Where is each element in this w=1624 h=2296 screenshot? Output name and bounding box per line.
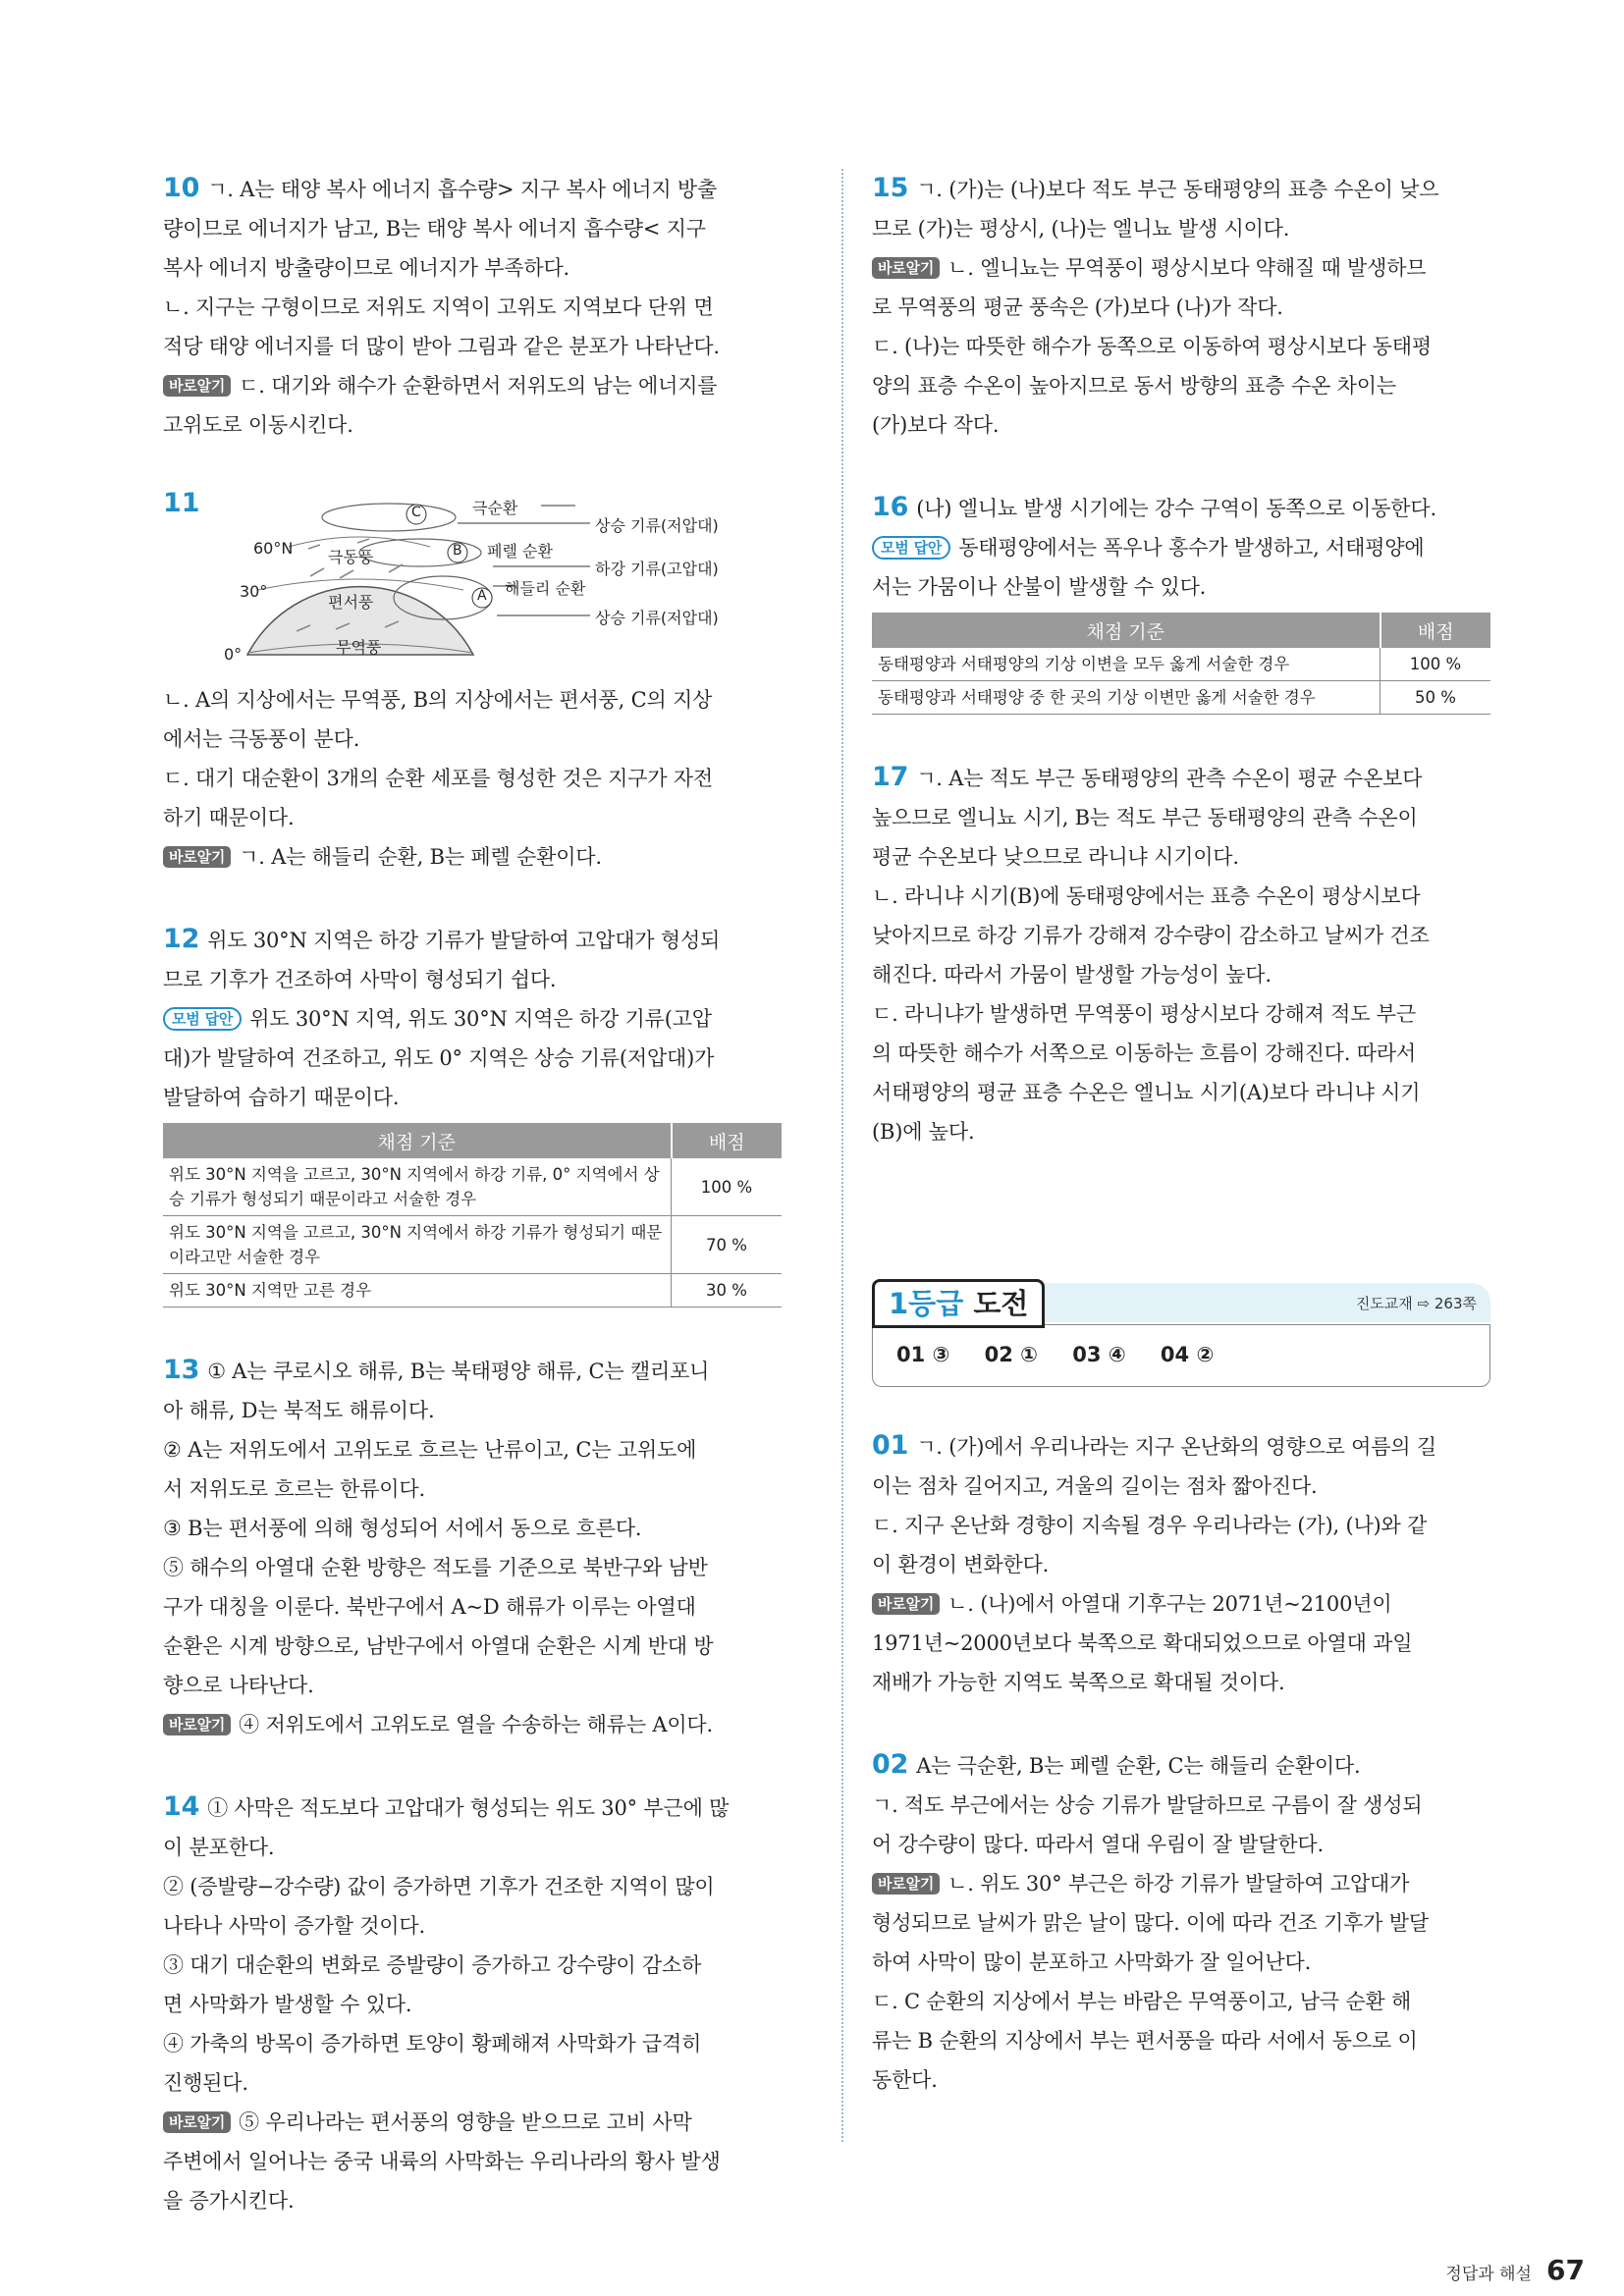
question-number: 01	[872, 1430, 909, 1461]
table-row	[163, 1274, 782, 1308]
answer-line: 대)가 발달하여 건조하고, 위도 0° 지역은 상승 기류(저압대)가	[163, 1046, 715, 1070]
answer-line: ㄴ. 라니냐 시기(B)에 동태평양에서는 표층 수온이 평상시보다	[872, 884, 1421, 908]
right-column	[872, 169, 1490, 2143]
answer-line	[163, 1351, 782, 1391]
title-text: 도전	[973, 1287, 1029, 1320]
answer-line: ㄴ. 지구는 구형이므로 저위도 지역이 고위도 지역보다 단위 면	[163, 295, 714, 319]
answer-14	[163, 1788, 782, 2220]
answer-10	[163, 169, 782, 445]
answer-line: ③ B는 편서풍에 의해 형성되어 서에서 동으로 흐른다.	[163, 1517, 642, 1540]
answer-line: 형성되므로 날씨가 맑은 날이 많다. 이에 따라 건조 기후가 발달	[872, 1911, 1429, 1935]
page-number: 67	[1546, 2254, 1585, 2286]
answer-line	[163, 2103, 782, 2142]
table-row	[872, 648, 1490, 681]
criteria-cell: 동태평양과 서태평양의 기상 이변을 모두 옳게 서술한 경우	[872, 648, 1380, 681]
baro-algi-tag: 바로알기	[163, 1714, 231, 1735]
answer-13	[163, 1351, 782, 1744]
question-number: 15	[872, 173, 909, 203]
answer-line	[872, 1426, 1490, 1467]
answer-line	[872, 169, 1490, 209]
answer-line	[163, 920, 782, 960]
answer-line: 서 저위도로 흐르는 한류이다.	[163, 1477, 425, 1501]
answer-16	[872, 488, 1490, 715]
westerlies-label: 편서풍	[328, 593, 374, 612]
answer-line: 고위도로 이동시킨다.	[163, 413, 353, 437]
lat-60-label: 60°N	[253, 539, 294, 558]
question-number: 14	[163, 1791, 200, 1822]
answer-line: ㄷ. (나)는 따뜻한 해수가 동쪽으로 이동하여 평상시보다 동태평	[872, 335, 1432, 358]
answer-line: 류는 B 순환의 지상에서 부는 편서풍을 따라 서에서 동으로 이	[872, 2029, 1418, 2053]
column-divider	[841, 169, 843, 2142]
answer-line: 적당 태양 에너지를 더 많이 받아 그림과 같은 분포가 나타난다.	[163, 335, 720, 358]
footer-section-title: 정답과 해설	[1445, 2265, 1532, 2284]
answer-line: 1971년~2000년보다 북쪽으로 확대되었으므로 아열대 과일	[872, 1631, 1413, 1655]
answer-key-row	[872, 1324, 1490, 1387]
answer-text: 위도 30°N 지역은 하강 기류가 발달하여 고압대가 형성되	[207, 929, 721, 952]
baro-algi-tag: 바로알기	[163, 846, 231, 868]
baro-algi-tag: 바로알기	[163, 375, 231, 397]
answer-line: 이는 점차 길어지고, 겨울의 길이는 점차 짧아진다.	[872, 1474, 1318, 1498]
answer-line: 하기 때문이다.	[163, 806, 295, 829]
answer-line: 나타나 사막이 증가할 것이다.	[163, 1914, 425, 1938]
answer-line	[163, 837, 782, 877]
table-header-row	[872, 613, 1490, 648]
answer-line: 량이므로 에너지가 남고, B는 태양 복사 에너지 흡수량< 지구	[163, 217, 706, 240]
question-number: 02	[872, 1749, 909, 1780]
answer-11	[163, 488, 782, 877]
cell-a-label: A	[477, 588, 487, 604]
answer-line: ㄷ. 라니냐가 발생하면 무역풍이 평상시보다 강해져 적도 부근	[872, 1002, 1416, 1026]
answer-line: 이 분포한다.	[163, 1836, 275, 1859]
answer-line	[872, 488, 1490, 528]
answer-line: 아 해류, D는 북적도 해류이다.	[163, 1399, 435, 1422]
rising-0-label: 상승 기류(저압대)	[595, 609, 719, 627]
polar-cell-loop	[322, 504, 456, 531]
question-number: 10	[163, 173, 200, 203]
answer-text: ⑤ 우리나라는 편서풍의 영향을 받으므로 고비 사막	[239, 2110, 692, 2134]
answer-line: 낮아지므로 하강 기류가 강해져 강수량이 감소하고 날씨가 건조	[872, 924, 1430, 947]
cell-b-label: B	[453, 543, 462, 559]
ferrel-cell-label: 페렐 순환	[487, 542, 553, 561]
answer-line: 평균 수온보다 낮으므로 라니냐 시기이다.	[872, 845, 1239, 869]
polar-easterlies-label: 극동풍	[328, 548, 374, 566]
table-row	[163, 1216, 782, 1274]
scoring-table	[872, 613, 1490, 715]
level-challenge-header	[872, 1279, 1490, 1324]
answer-line: 로 무역풍의 평균 풍속은 (가)보다 (나)가 작다.	[872, 295, 1283, 319]
answer-line: 진행된다.	[163, 2071, 248, 2095]
answer-line: 높으므로 엘니뇨 시기, B는 적도 부근 동태평양의 관측 수온이	[872, 806, 1418, 829]
trade-winds-label: 무역풍	[336, 638, 382, 657]
answer-text: ㄱ. A는 해들리 순환, B는 페렐 순환이다.	[239, 845, 602, 869]
answer-line: 하여 사막이 많이 분포하고 사막화가 잘 일어난다.	[872, 1950, 1312, 1974]
hadley-cell-label: 해들리 순환	[505, 579, 586, 598]
answer-line	[163, 169, 782, 209]
atmospheric-circulation-diagram	[163, 488, 782, 674]
answer-line: ㄷ. 지구 온난화 경향이 지속될 경우 우리나라는 (가), (나)와 같	[872, 1514, 1428, 1537]
model-answer-tag: 모범 답안	[163, 1007, 242, 1031]
answer-line: 재배가 가능한 지역도 북쪽으로 확대될 것이다.	[872, 1671, 1285, 1694]
table-header-row	[163, 1123, 782, 1158]
score-cell: 30 %	[672, 1274, 783, 1308]
answer-key-item: 04 ②	[1160, 1343, 1215, 1366]
page-footer	[1445, 2254, 1585, 2286]
answer-line: 동한다.	[872, 2068, 938, 2092]
score-header: 배점	[672, 1123, 783, 1158]
rising-60-label: 상승 기류(저압대)	[595, 516, 719, 535]
answer-line	[163, 1705, 782, 1744]
answer-line: 해진다. 따라서 가뭄이 발생할 가능성이 높다.	[872, 963, 1272, 987]
baro-algi-tag: 바로알기	[163, 2111, 231, 2133]
answer-line: 면 사막화가 발생할 수 있다.	[163, 1993, 412, 2016]
left-column	[163, 169, 782, 2264]
answer-text: ㄱ. A는 적도 부근 동태평양의 관측 수온이 평균 수온보다	[916, 767, 1423, 790]
answer-text: ① 사막은 적도보다 고압대가 형성되는 위도 30° 부근에 많	[207, 1796, 730, 1820]
question-number: 17	[872, 762, 909, 792]
answer-line: 므로 (가)는 평상시, (나)는 엘니뇨 발생 시이다.	[872, 217, 1290, 240]
answer-line: (B)에 높다.	[872, 1120, 975, 1144]
answer-key-item: 03 ④	[1072, 1343, 1126, 1366]
cell-c-label: C	[411, 505, 421, 520]
criteria-header: 채점 기준	[872, 613, 1380, 648]
lat-30-label: 30°	[240, 582, 268, 601]
score-header: 배점	[1380, 613, 1491, 648]
answer-text: ㄱ. (가)에서 우리나라는 지구 온난화의 영향으로 여름의 길	[916, 1435, 1436, 1459]
answer-line: ② A는 저위도에서 고위도로 흐르는 난류이고, C는 고위도에	[163, 1438, 697, 1462]
answer-line	[163, 1788, 782, 1828]
answer-text: 동태평양에서는 폭우나 홍수가 발생하고, 서태평양에	[958, 536, 1425, 560]
answer-text: ㄱ. A는 태양 복사 에너지 흡수량> 지구 복사 에너지 방출	[207, 178, 718, 201]
score-cell: 100 %	[672, 1158, 783, 1216]
answer-line: ⑤ 해수의 아열대 순환 방향은 적도를 기준으로 북반구와 남반	[163, 1556, 708, 1579]
answer-line: 향으로 나타난다.	[163, 1674, 314, 1697]
textbook-reference: 진도교재 ⇨ 263쪽	[1355, 1295, 1477, 1312]
answer-text: ㄴ. 위도 30° 부근은 하강 기류가 발달하여 고압대가	[947, 1872, 1410, 1896]
score-cell: 50 %	[1380, 681, 1491, 715]
score-cell: 100 %	[1380, 648, 1491, 681]
answer-line	[872, 248, 1490, 288]
lat-0-label: 0°	[224, 645, 243, 664]
answer-line	[163, 999, 782, 1039]
sinking-30-label: 하강 기류(고압대)	[595, 560, 719, 578]
answer-text: ㄴ. 엘니뇨는 무역풍이 평상시보다 약해질 때 발생하므	[947, 256, 1427, 280]
answer-key-item: 02 ①	[984, 1343, 1038, 1366]
answer-line: (가)보다 작다.	[872, 413, 1000, 437]
answer-line: 의 따뜻한 해수가 서쪽으로 이동하는 흐름이 강해진다. 따라서	[872, 1041, 1416, 1065]
level-challenge-section	[872, 1279, 1490, 2100]
answer-text: A는 극순환, B는 페렐 순환, C는 해들리 순환이다.	[916, 1754, 1361, 1778]
answer-line: ④ 가축의 방목이 증가하면 토양이 황폐해져 사막화가 급격히	[163, 2032, 702, 2056]
answer-line: ㄷ. 대기 대순환이 3개의 순환 세포를 형성한 것은 지구가 자전	[163, 767, 713, 790]
answer-12	[163, 920, 782, 1308]
criteria-cell: 위도 30°N 지역을 고르고, 30°N 지역에서 하강 기류, 0° 지역에서 상승 기류가 형성되기 때문이라고 서술한 경우	[163, 1158, 672, 1216]
polar-cell-label: 극순환	[472, 499, 518, 517]
answer-text: ① A는 쿠로시오 해류, B는 북태평양 해류, C는 캘리포니	[207, 1360, 710, 1383]
baro-algi-tag: 바로알기	[872, 1593, 940, 1615]
answer-level-01	[872, 1426, 1490, 1702]
answer-text: ④ 저위도에서 고위도로 열을 수송하는 해류는 A이다.	[239, 1713, 713, 1736]
answer-line	[872, 1584, 1490, 1624]
answer-line	[872, 1745, 1490, 1786]
answer-line	[872, 1864, 1490, 1903]
model-answer-tag: 모범 답안	[872, 536, 950, 560]
answer-line: ② (증발량−강수량) 값이 증가하면 기후가 건조한 지역이 많이	[163, 1875, 715, 1898]
answer-line: 에서는 극동풍이 분다.	[163, 727, 360, 751]
answer-line: 구가 대칭을 이룬다. 북반구에서 A~D 해류가 이루는 아열대	[163, 1595, 696, 1619]
answer-line	[872, 528, 1490, 567]
answer-key-item: 01 ③	[896, 1343, 950, 1366]
answer-text: ㄴ. (나)에서 아열대 기후구는 2071년~2100년이	[947, 1592, 1392, 1616]
answer-line: 서태평양의 평균 표층 수온은 엘니뇨 시기(A)보다 라니냐 시기	[872, 1081, 1421, 1104]
answer-line: 므로 기후가 건조하여 사막이 형성되기 쉽다.	[163, 968, 557, 991]
question-number: 13	[163, 1355, 200, 1385]
baro-algi-tag: 바로알기	[872, 257, 940, 279]
question-number: 12	[163, 924, 200, 954]
answer-level-02	[872, 1745, 1490, 2100]
criteria-cell: 위도 30°N 지역을 고르고, 30°N 지역에서 하강 기류가 형성되기 때문이라고만 서술한 경우	[163, 1216, 672, 1274]
baro-algi-tag: 바로알기	[872, 1873, 940, 1895]
answer-text: ㄷ. 대기와 해수가 순환하면서 저위도의 남는 에너지를	[239, 374, 718, 398]
section-title	[872, 1279, 1045, 1328]
answer-line: 서는 가뭄이나 산불이 발생할 수 있다.	[872, 575, 1207, 599]
answer-line: ㄱ. 적도 부근에서는 상승 기류가 발달하므로 구름이 잘 생성되	[872, 1793, 1423, 1817]
answer-line: 을 증가시킨다.	[163, 2189, 295, 2213]
answer-text: ㄱ. (가)는 (나)보다 적도 부근 동태평양의 표층 수온이 낮으	[916, 178, 1439, 201]
answer-line: ③ 대기 대순환의 변화로 증발량이 증가하고 강수량이 감소하	[163, 1953, 702, 1977]
criteria-cell: 위도 30°N 지역만 고른 경우	[163, 1274, 672, 1308]
question-number: 11	[163, 488, 200, 518]
score-cell: 70 %	[672, 1216, 783, 1274]
answer-text: 위도 30°N 지역, 위도 30°N 지역은 하강 기류(고압	[249, 1007, 712, 1031]
answer-17	[872, 758, 1490, 1151]
table-row	[872, 681, 1490, 715]
table-row	[163, 1158, 782, 1216]
criteria-cell: 동태평양과 서태평양 중 한 곳의 기상 이변만 옳게 서술한 경우	[872, 681, 1380, 715]
answer-line: 어 강수량이 많다. 따라서 열대 우림이 잘 발달한다.	[872, 1833, 1324, 1856]
answer-line: ㄷ. C 순환의 지상에서 부는 바람은 무역풍이고, 남극 순환 해	[872, 1990, 1412, 2013]
criteria-header: 채점 기준	[163, 1123, 672, 1158]
answer-line: 발달하여 습하기 때문이다.	[163, 1086, 400, 1109]
answer-line	[163, 366, 782, 405]
scoring-table	[163, 1123, 782, 1308]
answer-line: 주변에서 일어나는 중국 내륙의 사막화는 우리나라의 황사 발생	[163, 2150, 721, 2173]
answer-line: 양의 표층 수온이 높아지므로 동서 방향의 표층 수온 차이는	[872, 374, 1396, 398]
question-number: 16	[872, 492, 909, 522]
answer-line: 이 환경이 변화한다.	[872, 1553, 1050, 1576]
answer-line: 순환은 시계 방향으로, 남반구에서 아열대 순환은 시계 반대 방	[163, 1634, 714, 1658]
answer-text: (나) 엘니뇨 발생 시기에는 강수 구역이 동쪽으로 이동한다.	[916, 497, 1436, 520]
title-grade: 1등급	[889, 1287, 964, 1320]
answer-line: ㄴ. A의 지상에서는 무역풍, B의 지상에서는 편서풍, C의 지상	[163, 688, 713, 712]
answer-line: 복사 에너지 방출량이므로 에너지가 부족하다.	[163, 256, 570, 280]
answer-15	[872, 169, 1490, 445]
answer-line	[872, 758, 1490, 798]
